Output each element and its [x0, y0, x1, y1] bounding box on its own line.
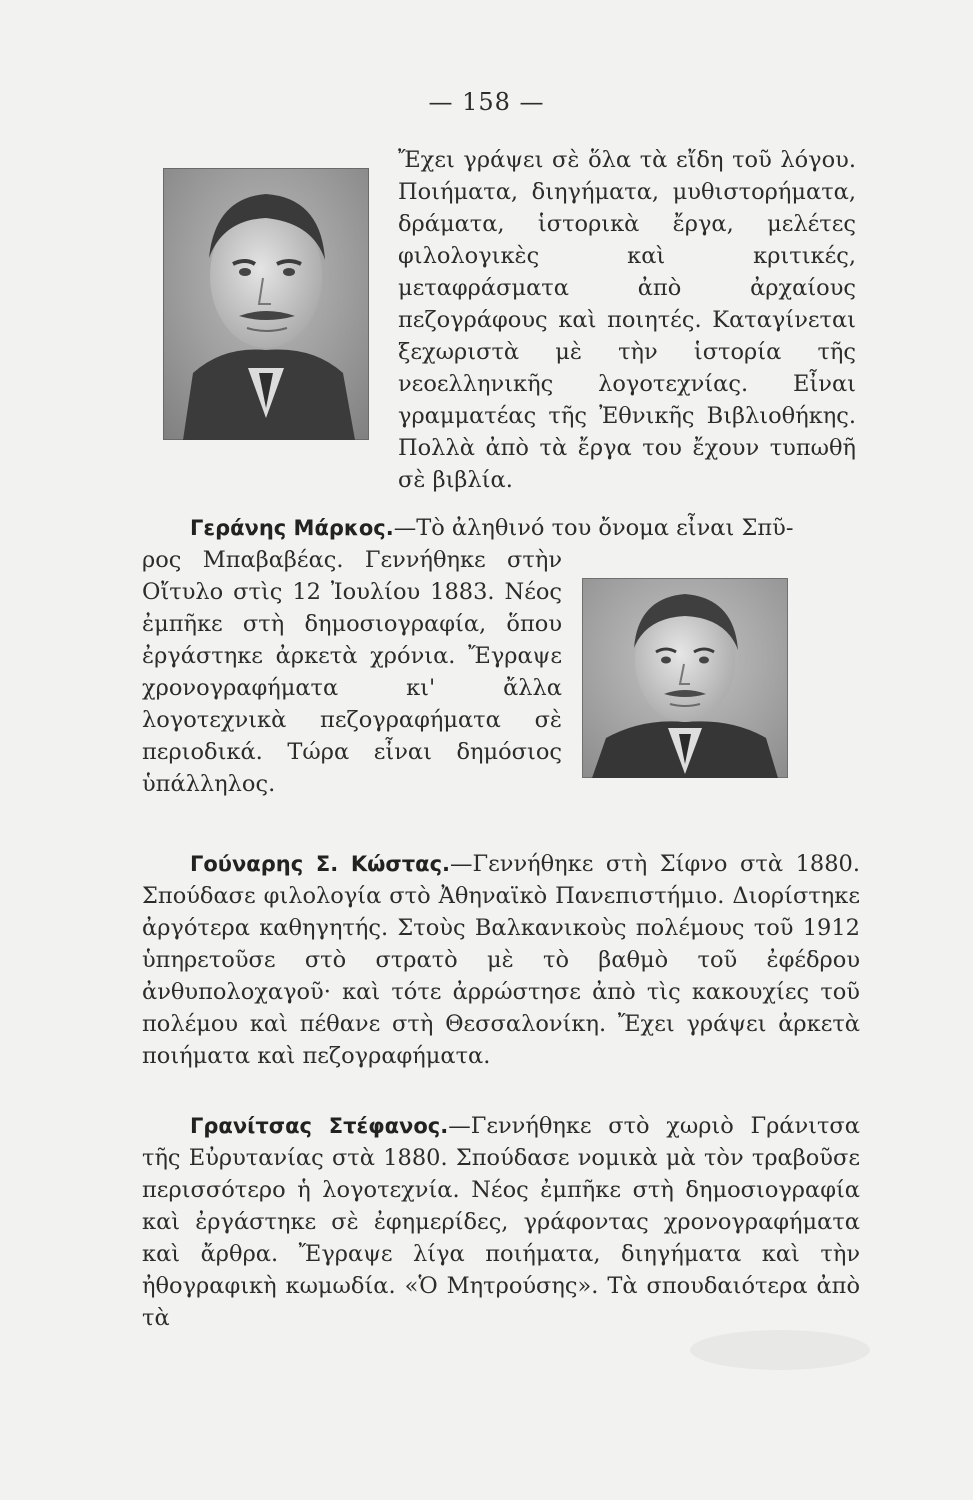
entry-paragraph: [142, 1110, 860, 1334]
scan-artifact: [690, 1330, 870, 1370]
author-name: Γρανίτσας Στέφανος.: [190, 1114, 449, 1138]
author-portrait-photo: [582, 578, 788, 778]
entry-text: —Γεννήθηκε στὸ χωριὸ Γράνιτσα τῆς Εὐρυτανίας στὰ 1880. Σπούδασε νομικὰ μὰ τὸν τραβοῦσε περισσότερο ἡ λογοτεχνία. Νέος ἐμπῆκε στὴ δημοσιογραφία καὶ ἐργάστηκε σὲ ἐφημερίδες, γράφοντας χρονογραφήματα καὶ ἄρθρα. Ἔγραψε λίγα ποιήματα, διηγήματα καὶ τὴν ἠθογραφικὴ κωμωδία. «Ὁ Μητρούσης». Τὰ σπουδαιότερα ἀπὸ τὰ: [142, 1113, 860, 1331]
author-name: Γεράνης Μάρκος.: [190, 516, 394, 540]
entry-paragraph: [142, 848, 860, 1072]
author-portrait-photo: [163, 168, 369, 440]
entry-text: Ἔχει γράψει σὲ ὅλα τὰ εἴδη τοῦ λόγου. Ποιήματα, διηγήματα, μυθιστορήματα, δράματα, ἱστορικὰ ἔργα, μελέτες φιλολογικὲς καὶ κριτικές, μεταφράσματα ἀπὸ ἀρχαίους πεζογράφους καὶ ποιητές. Καταγίνεται ξεχωριστὰ μὲ τὴν ἱστορία τῆς νεοελληνικῆς λογοτεχνίας. Εἶναι γραμματέας τῆς Ἐθνικῆς Βιβλιοθήκης. Πολλὰ ἀπὸ τὰ ἔργα του ἔχουν τυπωθῆ σὲ βιβλία.: [398, 147, 856, 493]
entry-paragraph: [142, 544, 562, 800]
entry-text: ρος Μπαβαβέας. Γεννήθηκε στὴν Οἴτυλο στὶς 12 Ἰουλίου 1883. Νέος ἐμπῆκε στὴ δημοσιογραφία, ὅπου ἐργάστηκε ἀρκετὰ χρόνια. Ἔγραψε χρονογραφήματα κι' ἄλλα λογοτεχνικὰ πεζογραφήματα σὲ περιοδικά. Τώρα εἶναι δημόσιος ὑπάλληλος.: [142, 547, 562, 797]
page-number: — 158 —: [428, 88, 545, 116]
entry-heading-line: [190, 512, 860, 544]
entry-text: —Τὸ ἀληθινό του ὄνομα εἶναι Σπῦ-: [393, 515, 794, 541]
entry-paragraph: [398, 144, 856, 496]
entry-text: —Γεννήθηκε στὴ Σίφνο στὰ 1880. Σπούδασε φιλολογία στὸ Ἀθηναϊκὸ Πανεπιστήμιο. Διορίστηκε ἀργότερα καθηγητής. Στοὺς Βαλκανικοὺς πολέμους τοῦ 1912 ὑπηρετοῦσε στὸ στρατὸ μὲ τὸ βαθμὸ τοῦ ἐφέδρου ἀνθυπολοχαγοῦ· καὶ τότε ἀρρώστησε ἀπὸ τὶς κακουχίες τοῦ πολέμου καὶ πέθανε στὴ Θεσσαλονίκη. Ἔχει γράψει ἀρκετὰ ποιήματα καὶ πεζογραφήματα.: [142, 851, 860, 1069]
author-name: Γούναρης Σ. Κώστας.: [190, 852, 451, 876]
